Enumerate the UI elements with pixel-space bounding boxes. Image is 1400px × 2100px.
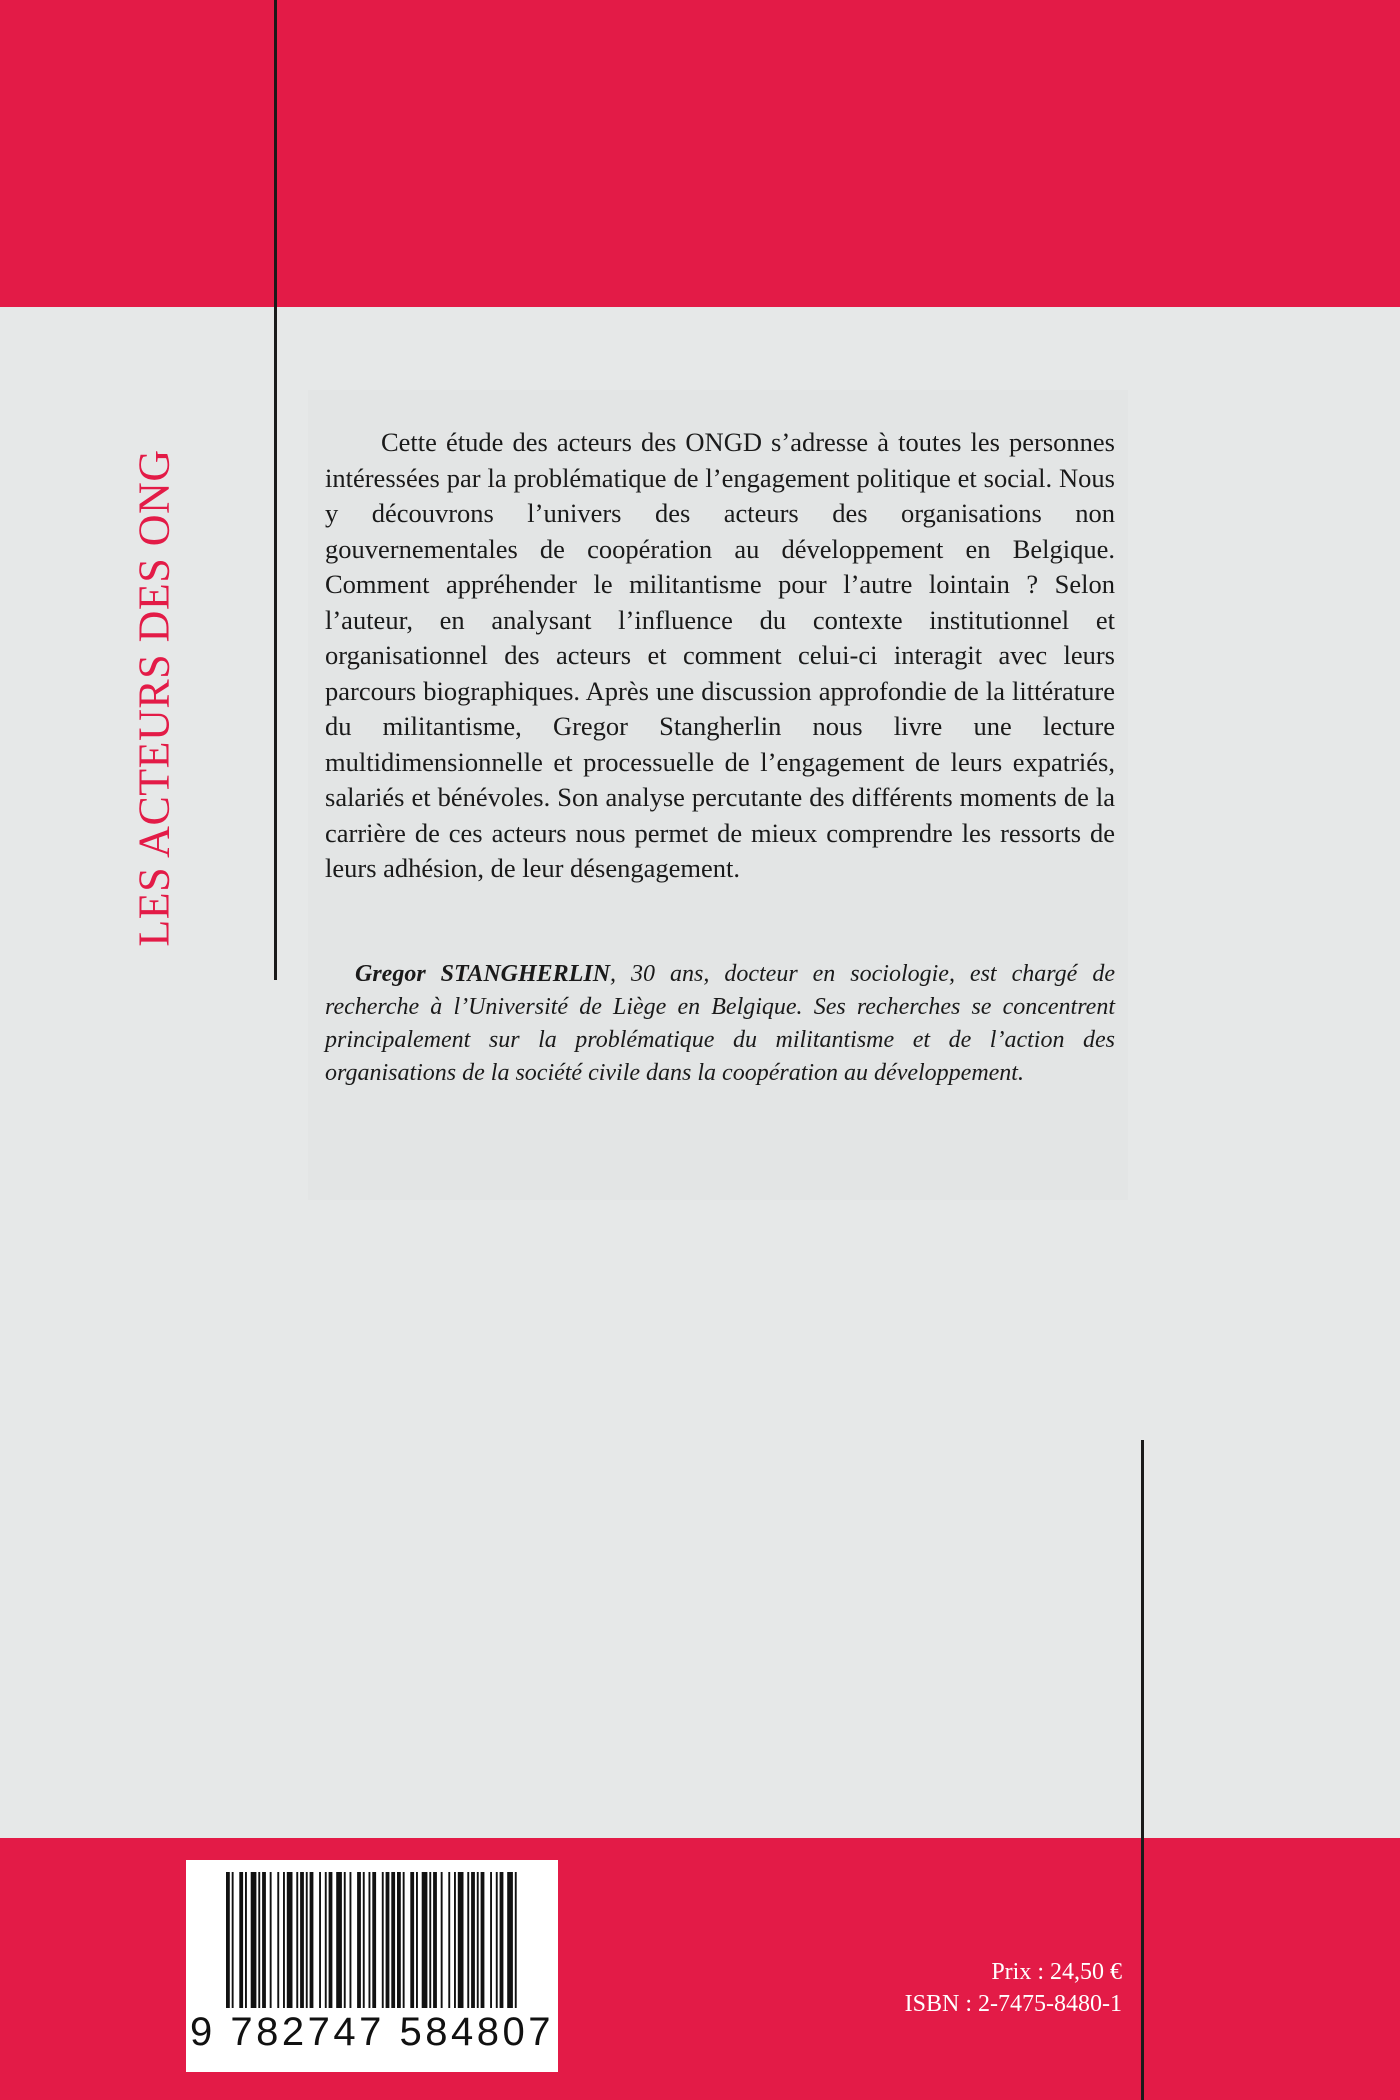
author-name: Gregor STANGHERLIN [355, 961, 611, 987]
barcode-bar [403, 1872, 405, 2008]
barcode-bar [251, 1872, 257, 2008]
barcode-bar [391, 1872, 395, 2008]
barcode-bar [416, 1872, 418, 2008]
barcode-bar [454, 1872, 456, 2008]
barcode-bar [306, 1872, 308, 2008]
barcode-bar [369, 1872, 371, 2008]
author-bio-text: , 30 ans, docteur en sociologie, est chargé de recherche à l’Université de Liège en Belgique. Ses recherches se concentrent principalement sur la problématique du militantisme et de l’action des organisations de la société civile dans la coopération au développement. [325, 961, 1115, 1086]
barcode-bar [441, 1872, 443, 2008]
barcode-bar [422, 1872, 428, 2008]
spine-title: LES ACTEURS DES ONG [129, 449, 179, 947]
barcode-bar [372, 1872, 376, 2008]
barcode-bar [363, 1872, 365, 2008]
barcode-bar [336, 1872, 342, 2008]
barcode-bar [239, 1872, 243, 2008]
barcode-bar [500, 1872, 504, 2008]
barcode-bar [496, 1872, 498, 2008]
barcode-bar [507, 1872, 513, 2008]
barcode-bar [300, 1872, 304, 2008]
isbn-label: ISBN : 2-7475-8480-1 [904, 1991, 1122, 2017]
barcode-bar [382, 1872, 384, 2008]
spine-rule-right [1141, 1440, 1144, 2100]
price-label: Prix : 24,50 € [991, 1959, 1122, 1985]
spine-rule-left [274, 0, 277, 980]
barcode-bar [258, 1872, 260, 2008]
barcode [186, 1860, 558, 2072]
barcode-bars [226, 1872, 518, 2008]
barcode-bar [262, 1872, 266, 2008]
barcode-bar [477, 1872, 479, 2008]
barcode-bar [515, 1872, 517, 2008]
barcode-bar [429, 1872, 431, 2008]
barcode-bar [232, 1872, 234, 2008]
barcode-bar [397, 1872, 401, 2008]
barcode-digits: 9 782747 584807 [190, 2010, 554, 2054]
barcode-bar [467, 1872, 469, 2008]
barcode-bar [277, 1872, 279, 2008]
barcode-bar [433, 1872, 437, 2008]
barcode-bar [357, 1872, 361, 2008]
author-bio [325, 958, 1115, 1090]
barcode-bar [329, 1872, 333, 2008]
barcode-bar [287, 1872, 293, 2008]
barcode-bar [310, 1872, 314, 2008]
barcode-bar [245, 1872, 247, 2008]
barcode-bar [325, 1872, 327, 2008]
barcode-bar [410, 1872, 414, 2008]
back-cover-blurb: Cette étude des acteurs des ONGD s’adresse à toutes les personnes intéressées par la problématique de l’engagement politique et social. Nous y découvrons l’univers des acteurs des organisations non gouvernementales de coopération au développement en Belgique. Comment appréhender le militantisme pour l’autre lointain ? Selon l’auteur, en analysant l’influence du contexte institutionnel et organisationnel des acteurs et comment celui-ci interagit avec leurs parcours biographiques. Après une discussion approfondie de la littérature du militantisme, Gregor Stangherlin nous livre une lecture multidimensionnelle et processuelle de l’engagement de leurs expatriés, salariés et bénévoles. Son analyse percutante des différents moments de la carrière de ces acteurs nous permet de mieux comprendre les ressorts de leurs adhésion, de leur désengagement. [325, 427, 1115, 883]
barcode-bar [270, 1872, 272, 2008]
barcode-bar [448, 1872, 450, 2008]
barcode-bar [481, 1872, 485, 2008]
barcode-bar [344, 1872, 346, 2008]
barcode-bar [319, 1872, 321, 2008]
barcode-bar [296, 1872, 298, 2008]
barcode-bar [226, 1872, 230, 2008]
barcode-bar [471, 1872, 475, 2008]
barcode-bar [350, 1872, 352, 2008]
barcode-bar [386, 1872, 390, 2008]
price-block [905, 1956, 1122, 2020]
barcode-bar [458, 1872, 464, 2008]
top-color-band [0, 0, 1400, 307]
barcode-bar [283, 1872, 285, 2008]
barcode-bar [490, 1872, 492, 2008]
